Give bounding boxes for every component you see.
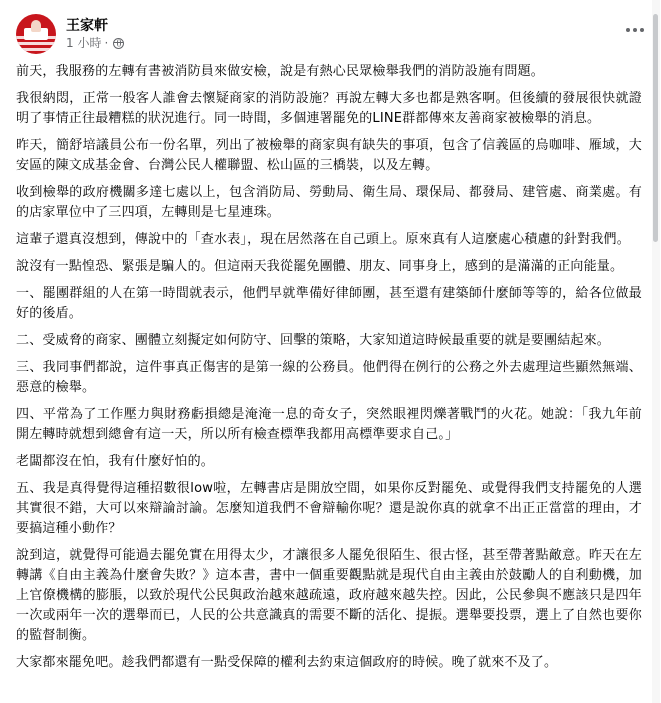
more-options-icon[interactable] <box>621 20 649 40</box>
post-paragraph: 前天，我服務的左轉有書被消防員來做安檢，說是有熱心民眾檢舉我們的消防設施有問題。 <box>16 64 545 79</box>
post-paragraph: 五、我是真得覺得這種招數很low啦，左轉書店是開放空間，如果你反對罷免、或覺得我們支持罷免的人選其實很不錯，大可以來辯論討論。怎麼知道我們不會辯輸你呢？還是說你真的就拿不出正正當當的理由，才要搞這種小動作？ <box>16 481 642 536</box>
post-header <box>16 12 124 56</box>
globe-icon[interactable] <box>113 38 124 49</box>
scrollbar-track[interactable] <box>652 0 660 703</box>
post-paragraph: 說沒有一點惶恐、緊張是騙人的。但這兩天我從罷免團體、朋友、同事身上，感到的是滿滿的正向能量。 <box>16 259 624 274</box>
post-paragraph: 三、我同事們都說，這件事真正傷害的是第一線的公務員。他們得在例行的公務之外去處理這些顯然無端、惡意的檢舉。 <box>16 360 642 395</box>
post-paragraph: 二、受威脅的商家、團體立刻擬定如何防守、回擊的策略，大家知道這時候最重要的就是要團結起來。 <box>16 333 611 348</box>
author-name[interactable]: 王家軒 <box>66 18 108 34</box>
post-paragraph: 昨天，簡舒培議員公布一份名單，列出了被檢舉的商家與有缺失的事項，包含了信義區的烏咖啡、雁域，大安區的陳文成基金會、台灣公民人權聯盟、松山區的三橋裝，以及左轉。 <box>16 138 642 173</box>
post-body <box>16 62 642 680</box>
meta-separator: · <box>104 36 109 50</box>
post-paragraph: 說到這，就覺得可能過去罷免實在用得太少，才讓很多人罷免很陌生、很古怪，甚至帶著點敵意。昨天在左轉講《自由主義為什麼會失敗？》這本書，書中一個重要觀點就是現代自由主義由於鼓勵人的自利動機，加上官僚機構的膨脹，以致於現代公民與政治越來越疏遠，政府越來越失控。因此，公民參與不應該只是四年一次或兩年一次的選舉而已，人民的公共意識真的需要不斷的活化、提振。選舉要投票，選上了自然也要你的監督制衡。 <box>16 548 642 643</box>
post-paragraph: 老闆都沒在怕，我有什麼好怕的。 <box>16 454 215 469</box>
post-paragraph: 一、罷團群組的人在第一時間就表示，他們早就準備好律師團，甚至還有建築師什麼師等等的，給各位做最好的後盾。 <box>16 286 642 321</box>
post-paragraph: 這輩子還真沒想到，傳說中的「查水表」，現在居然落在自己頭上。原來真有人這麼處心積慮的針對我們。 <box>16 232 630 247</box>
post-paragraph: 收到檢舉的政府機關多達七處以上，包含消防局、勞動局、衛生局、環保局、都發局、建管處、商業處。有的店家單位中了三四項，左轉則是七星連珠。 <box>16 185 642 220</box>
author-info <box>66 17 124 51</box>
post-timestamp[interactable]: 1 小時 <box>66 36 102 50</box>
avatar-figure-shape <box>31 20 41 32</box>
post-meta <box>66 35 124 51</box>
post-paragraph: 我很納悶，正常一般客人誰會去懷疑商家的消防設施？再說左轉大多也都是熟客啊。但後續的發展很快就證明了事情正往最糟糕的狀況進行。同一時間，多個連署罷免的LINE群都傳來友善商家被檢舉的消息。 <box>16 91 642 126</box>
author-avatar[interactable] <box>16 14 56 54</box>
post-paragraph: 大家都來罷免吧。趁我們都還有一點受保障的權利去約束這個政府的時候。晚了就來不及了。 <box>16 655 558 670</box>
post-paragraph: 四、平常為了工作壓力與財務虧損總是淹淹一息的奇女子，突然眼裡閃爍著戰鬥的火花。她說：「我九年前開左轉時就想到總會有這一天，所以所有檢查標準我都用高標準要求自己。」 <box>16 407 642 442</box>
scrollbar-thumb[interactable] <box>653 14 658 242</box>
